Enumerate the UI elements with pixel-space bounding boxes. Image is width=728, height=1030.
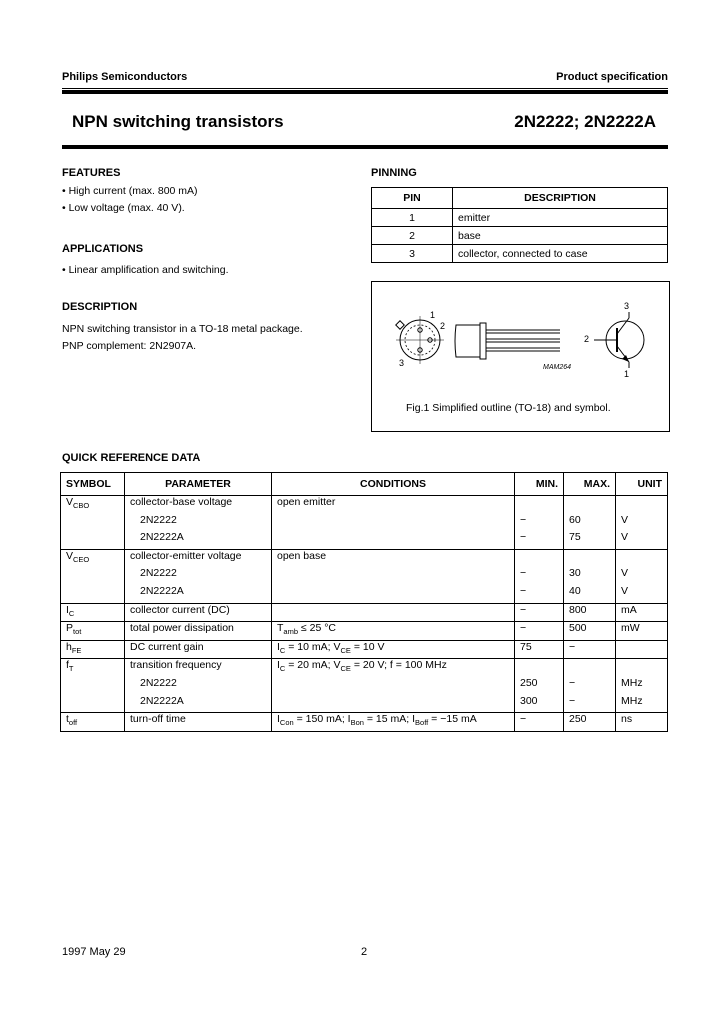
conditions-cell: $T_{amb} \le 25$ °C — [272, 622, 515, 641]
min-cell: 75 — [515, 640, 564, 659]
table-row — [372, 245, 668, 263]
figure-code: MAM264 — [543, 364, 572, 371]
max-cell: − — [564, 677, 616, 695]
pinning-heading: PINNING — [371, 167, 417, 179]
company-name: Philips Semiconductors — [62, 71, 188, 83]
min-cell: − — [515, 622, 564, 641]
table-row — [61, 677, 668, 695]
symbol-label-3: 3 — [624, 301, 630, 311]
description-line: NPN switching transistor in a TO-18 metal package. — [62, 323, 303, 335]
symbol-cell: $V_{CBO}$ — [61, 496, 125, 514]
list-item: • High current (max. 800 mA) — [62, 185, 198, 197]
pin-number: 2 — [372, 227, 453, 245]
max-cell: − — [564, 640, 616, 659]
applications-heading: APPLICATIONS — [62, 243, 144, 255]
conditions-cell: $I_{Con} = 150$ mA; $I_{Bon} = 15$ mA; $I_{Boff} = -15$ mA — [272, 713, 515, 732]
table-row — [61, 567, 668, 585]
table-row — [61, 531, 668, 549]
table-row — [61, 585, 668, 603]
conditions-cell: $I_C = 20$ mA; $V_{CE} = 20$ V; f = 100 MHz — [272, 659, 515, 677]
document-type: Product specification — [556, 71, 668, 83]
table-row — [61, 622, 668, 641]
max-cell: 800 — [564, 603, 616, 622]
parameter-cell: 2N2222A — [125, 695, 272, 713]
parameter-cell: 2N2222A — [125, 585, 272, 603]
quick-reference-table — [60, 472, 668, 732]
min-cell: − — [515, 713, 564, 732]
page-number: 2 — [361, 946, 368, 958]
parameter-cell: transition frequency — [125, 659, 272, 677]
col-unit: UNIT — [616, 473, 668, 496]
description-line: PNP complement: 2N2907A. — [62, 340, 197, 352]
unit-cell: MHz — [616, 695, 668, 713]
symbol-cell: $I_C$ — [61, 603, 125, 622]
min-cell: − — [515, 603, 564, 622]
max-cell: 30 — [564, 567, 616, 585]
max-cell: 250 — [564, 713, 616, 732]
max-cell: 500 — [564, 622, 616, 641]
list-item: • Linear amplification and switching. — [62, 264, 229, 276]
max-cell: 40 — [564, 585, 616, 603]
unit-cell: mW — [616, 622, 668, 641]
parameter-cell: 2N2222 — [125, 677, 272, 695]
table-row — [61, 549, 668, 567]
unit-cell: V — [616, 514, 668, 532]
symbol-label-2: 2 — [584, 334, 590, 344]
qrd-heading: QUICK REFERENCE DATA — [62, 452, 201, 464]
unit-cell: V — [616, 585, 668, 603]
figure-box — [371, 281, 670, 432]
part-numbers: 2N2222; 2N2222A — [514, 112, 656, 131]
col-symbol: SYMBOL — [61, 473, 125, 496]
pinning-table — [371, 187, 668, 263]
table-row — [61, 659, 668, 677]
parameter-cell: collector current (DC) — [125, 603, 272, 622]
table-row — [61, 640, 668, 659]
pin-label-3: 3 — [399, 358, 405, 368]
unit-cell: MHz — [616, 677, 668, 695]
table-row — [372, 227, 668, 245]
min-cell: 250 — [515, 677, 564, 695]
col-conditions: CONDITIONS — [272, 473, 515, 496]
features-list — [62, 183, 198, 217]
max-cell: 75 — [564, 531, 616, 549]
min-cell: − — [515, 531, 564, 549]
min-cell: − — [515, 514, 564, 532]
table-row — [61, 514, 668, 532]
symbol-cell: $f_T$ — [61, 659, 125, 677]
symbol-cell: $t_{off}$ — [61, 713, 125, 732]
unit-cell: V — [616, 567, 668, 585]
parameter-cell: turn-off time — [125, 713, 272, 732]
description-heading: DESCRIPTION — [62, 301, 138, 313]
title-rule — [62, 145, 668, 149]
description-text — [62, 321, 303, 355]
unit-cell: mA — [616, 603, 668, 622]
min-cell: − — [515, 567, 564, 585]
table-row — [372, 209, 668, 227]
col-parameter: PARAMETER — [125, 473, 272, 496]
parameter-cell: 2N2222 — [125, 567, 272, 585]
list-item: • Low voltage (max. 40 V). — [62, 202, 185, 214]
header-rule — [62, 88, 668, 89]
description-header: DESCRIPTION — [453, 188, 668, 209]
parameter-cell: total power dissipation — [125, 622, 272, 641]
pin-description: base — [453, 227, 668, 245]
parameter-cell: collector-base voltage — [125, 496, 272, 514]
symbol-label-1: 1 — [624, 369, 630, 379]
applications-list — [62, 262, 229, 279]
footer-date: 1997 May 29 — [62, 946, 126, 958]
figure-caption: Fig.1 Simplified outline (TO-18) and symbol. — [406, 402, 611, 414]
parameter-cell: DC current gain — [125, 640, 272, 659]
conditions-cell: open base — [272, 549, 515, 567]
table-row — [61, 496, 668, 514]
parameter-cell: 2N2222A — [125, 531, 272, 549]
pin-label-1: 1 — [430, 310, 436, 320]
min-cell: − — [515, 585, 564, 603]
table-row — [61, 695, 668, 713]
parameter-cell: collector-emitter voltage — [125, 549, 272, 567]
symbol-cell: $V_{CEO}$ — [61, 549, 125, 567]
pin-number: 3 — [372, 245, 453, 263]
page-title: NPN switching transistors — [72, 112, 284, 131]
header-rule-thick — [62, 90, 668, 94]
min-cell: 300 — [515, 695, 564, 713]
pin-description: emitter — [453, 209, 668, 227]
unit-cell: V — [616, 531, 668, 549]
pin-label-2: 2 — [440, 321, 446, 331]
conditions-cell: $I_C = 10$ mA; $V_{CE} = 10$ V — [272, 640, 515, 659]
max-cell: 60 — [564, 514, 616, 532]
table-header-row — [61, 473, 668, 496]
pin-header: PIN — [372, 188, 453, 209]
max-cell: − — [564, 695, 616, 713]
unit-cell: ns — [616, 713, 668, 732]
parameter-cell: 2N2222 — [125, 514, 272, 532]
conditions-cell: open emitter — [272, 496, 515, 514]
features-heading: FEATURES — [62, 167, 121, 179]
symbol-cell: $h_{FE}$ — [61, 640, 125, 659]
col-min: MIN. — [515, 473, 564, 496]
table-row — [61, 603, 668, 622]
table-row — [61, 713, 668, 732]
pin-description: collector, connected to case — [453, 245, 668, 263]
col-max: MAX. — [564, 473, 616, 496]
symbol-cell: $P_{tot}$ — [61, 622, 125, 641]
pin-number: 1 — [372, 209, 453, 227]
to18-outline-drawing — [372, 282, 669, 382]
